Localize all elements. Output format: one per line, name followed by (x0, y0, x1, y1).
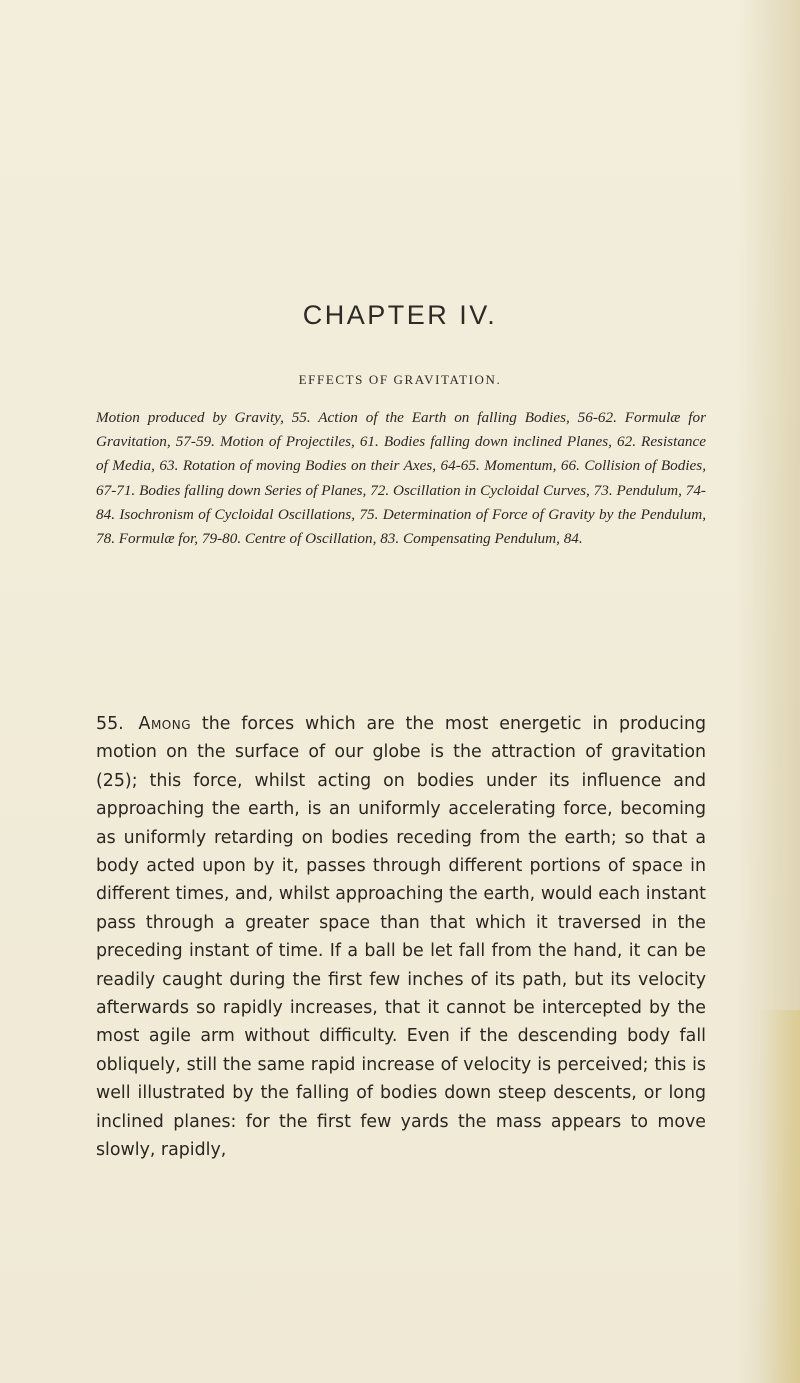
page-edge-stain (760, 1010, 800, 1383)
paragraph-number: 55. (96, 714, 124, 734)
chapter-synopsis: Motion produced by Gravity, 55. Action of the Earth on falling Bodies, 56-62. Formulæ for Gravitation, 57-59. Motion of Projectiles, 61. Bodies falling down inclined Planes, 62. Resistance of Media, 63. Rotation of moving Bodies on their Axes, 64-65. Momentum, 66. Collision of Bodies, 67-71. Bodies falling down Series of Planes, 72. Oscillation in Cycloidal Curves, 73. Pendulum, 74-84. Isochronism of Cycloidal Oscillations, 75. Determination of Force of Gravity by the Pendulum, 78. Formulæ for, 79-80. Centre of Oscillation, 83. Compensating Pendulum, 84. (96, 409, 706, 548)
paragraph-lead-word: Among (138, 714, 192, 734)
paragraph-text: the forces which are the most energetic in producing motion on the surface of our globe is the attraction of gravitation (25); this force, whilst acting on bodies under its influence and approaching the earth, is an uniformly accelerating force, becoming as uniformly retarding on bodies receding from the earth; so that a body acted upon by it, passes through different portions of space in different times, and, whilst approaching the earth, would each instant pass through a greater space than that which it traversed in the preceding instant of time. If a ball be let fall from the hand, it can be readily caught during the first few inches of its path, but its velocity afterwards so rapidly increases, that it cannot be intercepted by the most agile arm without difficulty. Even if the descending body fall obliquely, still the same rapid increase of velocity is perceived; this is well illustrated by the falling of bodies down steep descents, or long inclined planes: for the first few yards the mass appears to move slowly, rapidly, (96, 714, 707, 1161)
section-heading: EFFECTS OF GRAVITATION. (298, 372, 502, 387)
body-paragraph (96, 710, 706, 1165)
chapter-title: CHAPTER IV. (302, 300, 498, 330)
